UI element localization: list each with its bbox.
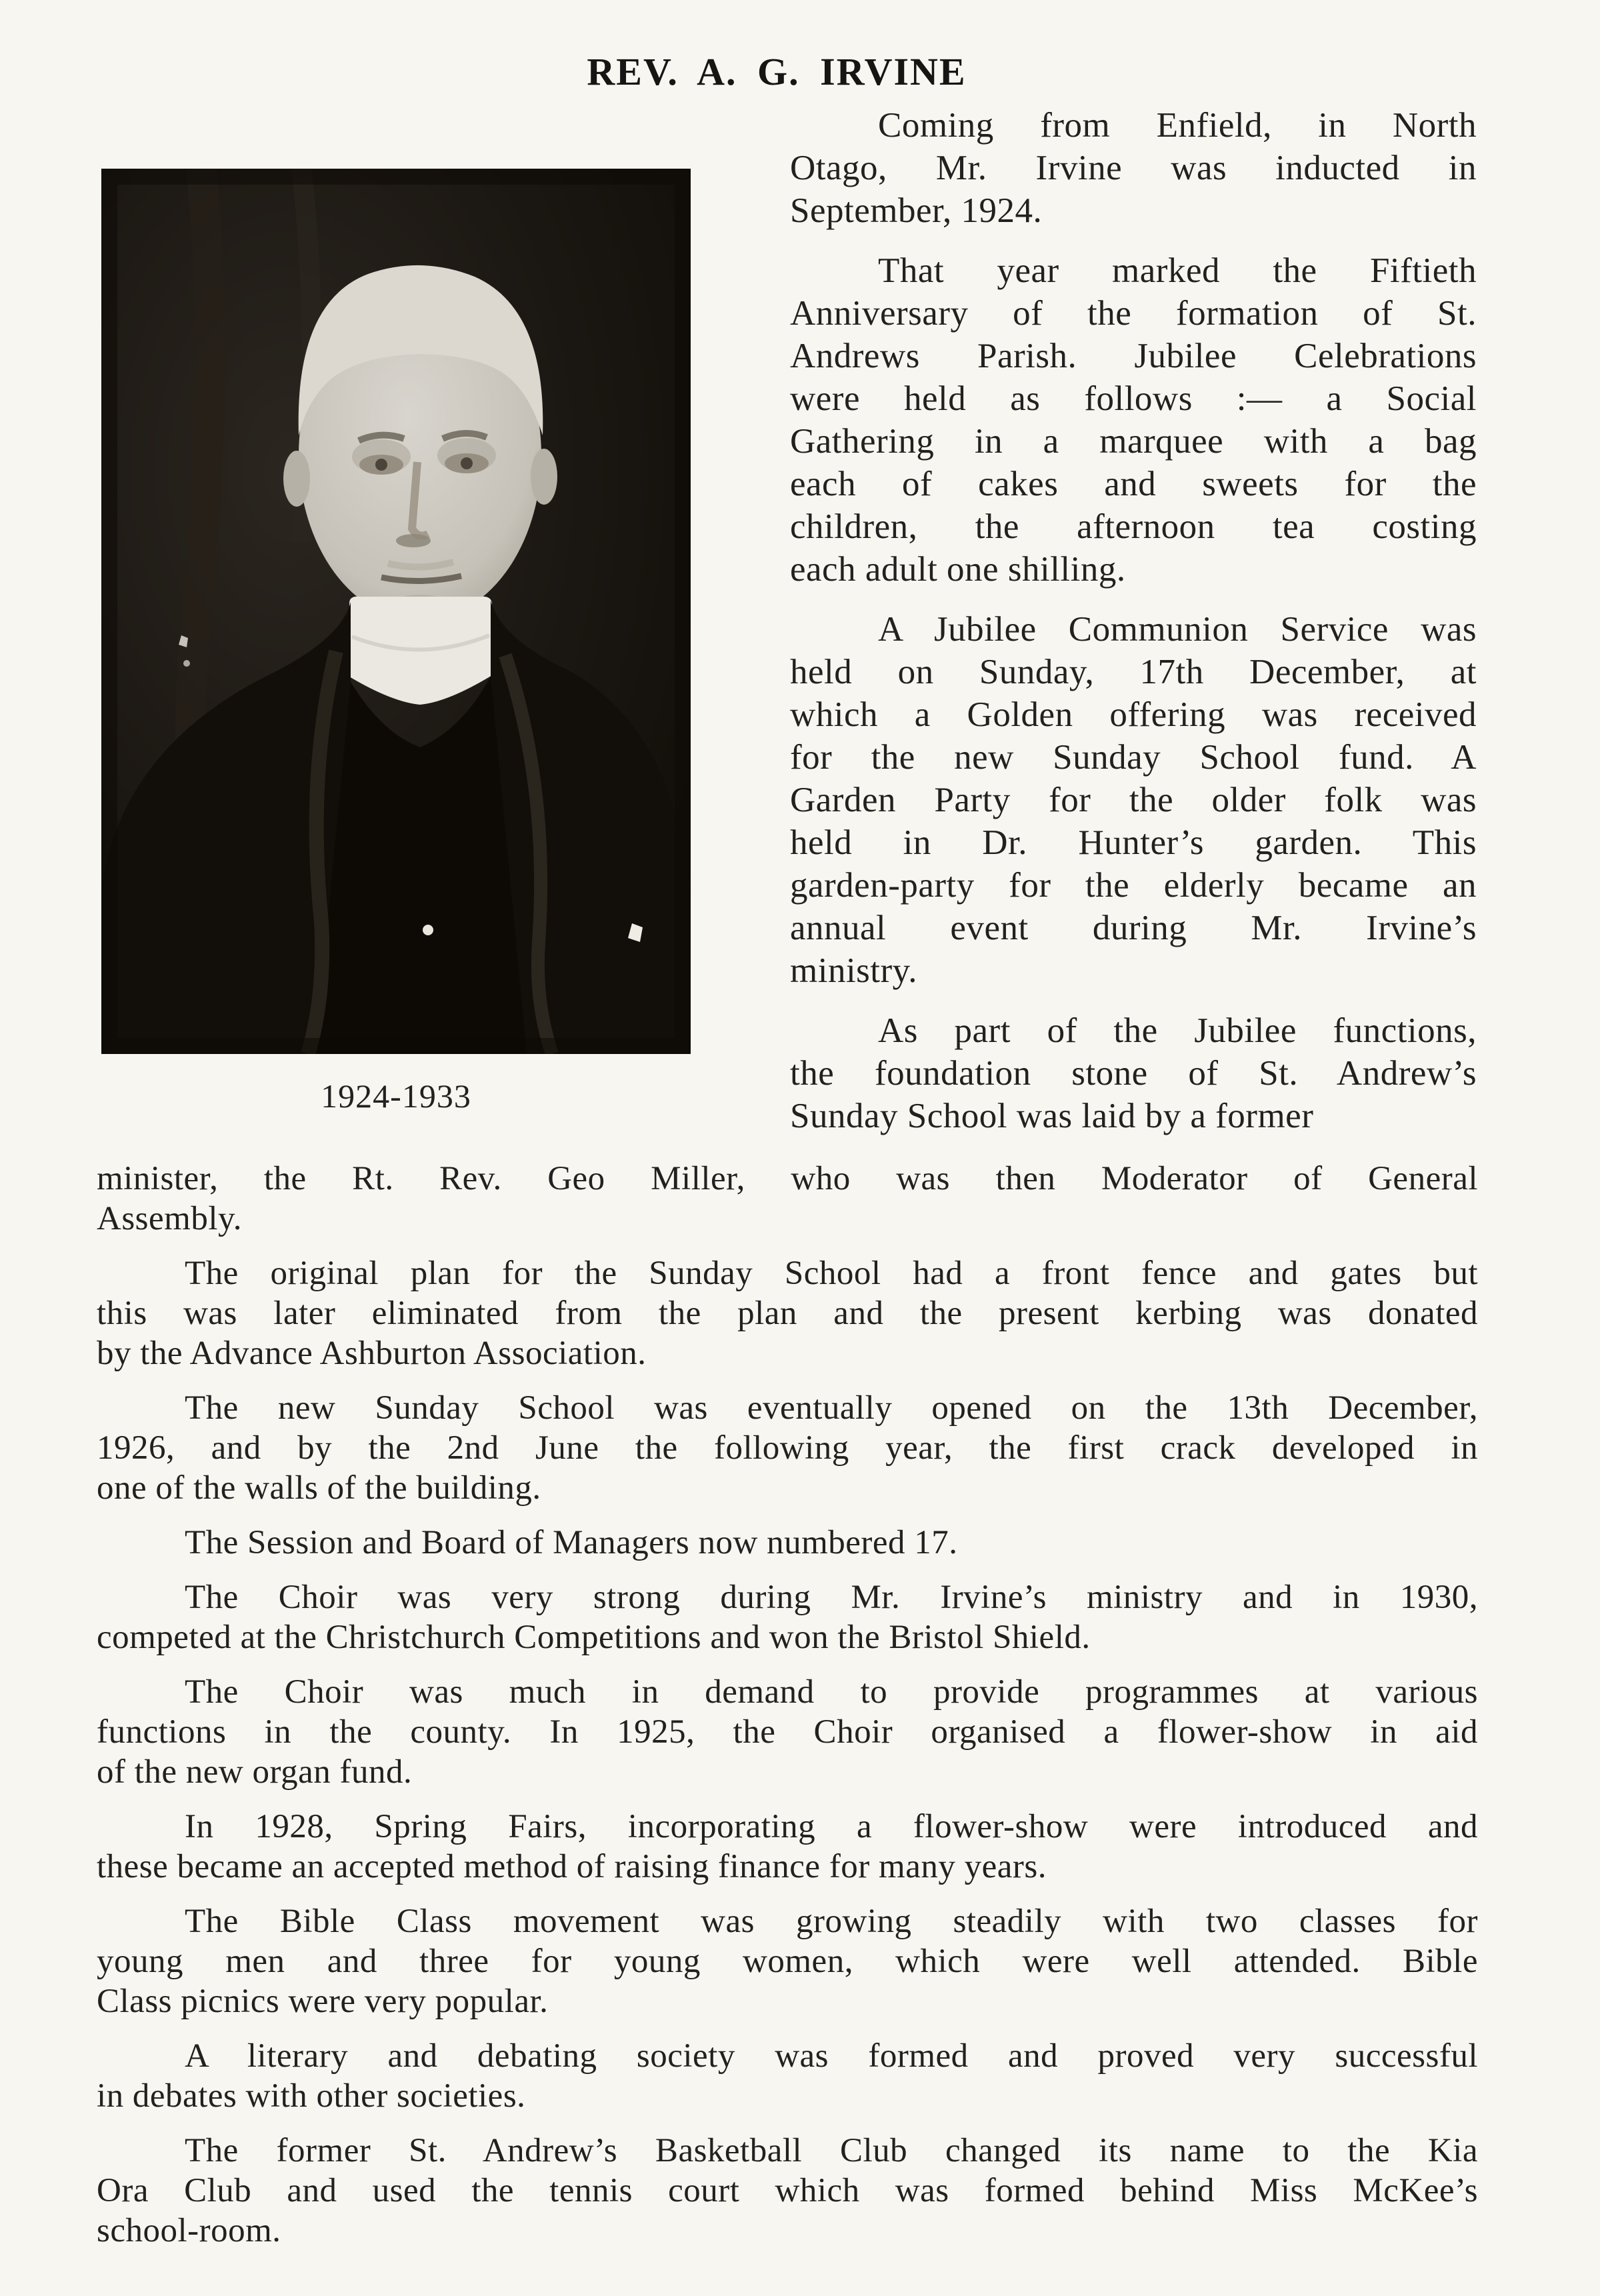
paragraph — [97, 1159, 1478, 1239]
text-line: In 1928, Spring Fairs, incorporating a flower-show were introduced and — [185, 1808, 1478, 1845]
text-line: Class picnics were very popular. — [97, 1983, 549, 2020]
text-line: The original plan for the Sunday School had a front fence and gates but — [185, 1255, 1478, 1292]
text-line: That year marked the Fiftieth — [878, 251, 1477, 290]
paragraph — [97, 1672, 1478, 1792]
portrait-image — [101, 169, 691, 1054]
text-line: Anniversary of the formation of St. — [790, 294, 1477, 333]
text-line: for the new Sunday School fund. A — [790, 738, 1477, 777]
text-line: The new Sunday School was eventually opened on the 13th December, — [185, 1389, 1478, 1427]
text-line: Assembly. — [97, 1200, 242, 1237]
text-line: held in Dr. Hunter’s garden. This — [790, 823, 1477, 862]
text-line: Coming from Enfield, in North — [878, 106, 1477, 145]
text-line: functions in the county. In 1925, the Choir organised a flower-show in aid — [97, 1713, 1478, 1751]
paragraph — [97, 1901, 1478, 2021]
text-line: these became an accepted method of raising finance for many years. — [97, 1848, 1047, 1885]
text-line: the foundation stone of St. Andrew’s — [790, 1054, 1477, 1093]
nose-shadow — [396, 534, 431, 547]
text-line: As part of the Jubilee functions, — [878, 1011, 1477, 1050]
text-line: Sunday School was laid by a former — [790, 1097, 1314, 1135]
text-line: one of the walls of the building. — [97, 1469, 541, 1507]
paragraph — [790, 1009, 1477, 1137]
portrait-photo — [101, 169, 691, 1115]
paragraph — [97, 1388, 1478, 1508]
paragraph — [790, 249, 1477, 591]
text-line: of the new organ fund. — [97, 1753, 413, 1791]
text-line: A Jubilee Communion Service was — [878, 610, 1477, 649]
paragraph — [97, 1807, 1478, 1887]
text-line: held on Sunday, 17th December, at — [790, 653, 1477, 691]
text-line: ministry. — [790, 951, 917, 990]
text-line: The Session and Board of Managers now numbered 17. — [185, 1524, 958, 1561]
text-line: The Bible Class movement was growing steadily with two classes for — [185, 1903, 1478, 1940]
text-line: Garden Party for the older folk was — [790, 781, 1477, 819]
text-line: The Choir was much in demand to provide programmes at various — [185, 1673, 1478, 1711]
text-line: 1926, and by the 2nd June the following year, the first crack developed in — [97, 1429, 1478, 1467]
right-ear — [531, 449, 557, 505]
full-width-text — [97, 1159, 1478, 2265]
paragraph — [97, 1577, 1478, 1657]
text-line: Otago, Mr. Irvine was inducted in — [790, 149, 1477, 187]
text-line: each adult one shilling. — [790, 550, 1126, 589]
text-line: by the Advance Ashburton Association. — [97, 1335, 647, 1372]
paragraph — [790, 104, 1477, 232]
left-pupil — [375, 459, 387, 471]
text-line: A literary and debating society was formed and proved very successful — [185, 2037, 1478, 2075]
text-line: minister, the Rt. Rev. Geo Miller, who was then Moderator of General — [97, 1160, 1478, 1197]
text-line: The Choir was very strong during Mr. Irvine’s ministry and in 1930, — [185, 1579, 1478, 1616]
right-pupil — [461, 457, 473, 469]
paragraph — [97, 1253, 1478, 1373]
photo-caption: 1924-1933 — [321, 1077, 471, 1115]
text-line: school-room. — [97, 2212, 281, 2249]
text-line: children, the afternoon tea costing — [790, 507, 1477, 546]
page-title: REV. A. G. IRVINE — [587, 50, 967, 93]
text-line: young men and three for young women, which were well attended. Bible — [97, 1943, 1478, 1980]
paragraph — [97, 1523, 1478, 1563]
paragraph — [790, 608, 1477, 992]
text-line: were held as follows :— a Social — [790, 379, 1477, 418]
text-line: Gathering in a marquee with a bag — [790, 422, 1477, 461]
photo-speck — [183, 660, 190, 667]
text-line: The former St. Andrew’s Basketball Club changed its name to the Kia — [185, 2132, 1478, 2169]
paragraph — [97, 2131, 1478, 2251]
text-line: this was later eliminated from the plan and the present kerbing was donated — [97, 1295, 1478, 1332]
text-line: each of cakes and sweets for the — [790, 465, 1477, 503]
text-line: in debates with other societies. — [97, 2077, 526, 2115]
photo-speck — [423, 925, 433, 935]
text-line: garden-party for the elderly became an — [790, 866, 1477, 905]
text-line: Andrews Parish. Jubilee Celebrations — [790, 337, 1477, 375]
text-line: September, 1924. — [790, 191, 1043, 230]
text-line: annual event during Mr. Irvine’s — [790, 909, 1477, 947]
text-line: competed at the Christchurch Competitions and won the Bristol Shield. — [97, 1619, 1091, 1656]
text-line: which a Golden offering was received — [790, 695, 1477, 734]
paragraph — [97, 2036, 1478, 2116]
right-text-column — [790, 104, 1477, 1155]
left-ear — [283, 451, 310, 507]
text-line: Ora Club and used the tennis court which was formed behind Miss McKee’s — [97, 2172, 1478, 2209]
